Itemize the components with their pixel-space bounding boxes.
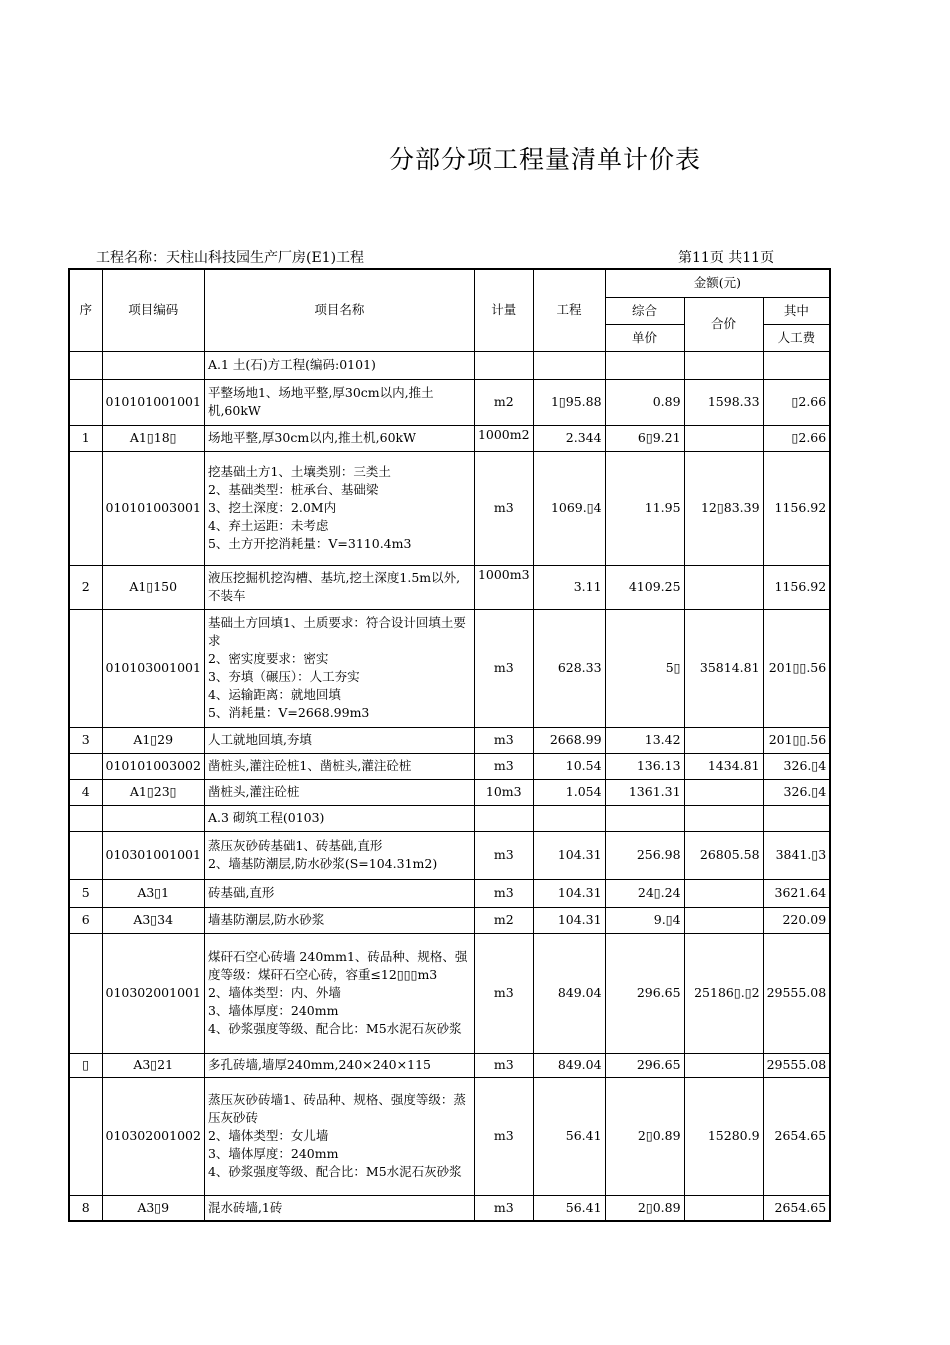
row-unit-price: 0.89 bbox=[605, 379, 684, 425]
row-seq: 5 bbox=[69, 879, 102, 907]
row-name: A.1 土(石)方工程(编码:0101) bbox=[204, 351, 474, 379]
page-title: 分部分项工程量清单计价表 bbox=[388, 145, 701, 174]
table-row bbox=[69, 879, 830, 907]
row-name: 基础土方回填1、土质要求：符合设计回填土要求 2、密实度要求：密实 3、夯填（碾压）：人工夯实 4、运输距离：就地回填 5、消耗量：V=2668.99m3 bbox=[204, 609, 474, 727]
row-unit-price: 4109.25 bbox=[605, 565, 684, 609]
row-total: 15280.9 bbox=[684, 1077, 763, 1195]
header-labor-bottom: 人工费 bbox=[763, 324, 830, 351]
row-quantity: 104.31 bbox=[533, 907, 605, 933]
row-name: 蒸压灰砂砖基础1、砖基础,直形 2、墙基防潮层,防水砂浆(S=104.31m2) bbox=[204, 831, 474, 879]
row-total: 26805.58 bbox=[684, 831, 763, 879]
row-seq: 3 bbox=[69, 727, 102, 753]
row-total bbox=[684, 879, 763, 907]
row-code: 010101003001 bbox=[102, 451, 204, 565]
row-unit: m2 bbox=[474, 907, 533, 933]
row-total bbox=[684, 1053, 763, 1077]
bill-of-quantities-table bbox=[68, 268, 831, 1222]
row-total: 12▯83.39 bbox=[684, 451, 763, 565]
row-quantity: 104.31 bbox=[533, 831, 605, 879]
row-labor: 326.▯4 bbox=[763, 753, 830, 779]
row-quantity: 628.33 bbox=[533, 609, 605, 727]
row-unit: m3 bbox=[474, 933, 533, 1053]
row-unit-price: 13.42 bbox=[605, 727, 684, 753]
row-unit-price: 5▯ bbox=[605, 609, 684, 727]
row-quantity: 2668.99 bbox=[533, 727, 605, 753]
header-unit-price-top: 综合 bbox=[605, 297, 684, 324]
header-amount: 金额(元) bbox=[605, 269, 830, 297]
table-row bbox=[69, 805, 830, 831]
row-seq bbox=[69, 451, 102, 565]
row-unit: m3 bbox=[474, 1195, 533, 1221]
table-row bbox=[69, 1195, 830, 1221]
row-seq bbox=[69, 609, 102, 727]
table-row bbox=[69, 933, 830, 1053]
table-row bbox=[69, 609, 830, 727]
row-code: A1▯18▯ bbox=[102, 425, 204, 451]
row-total bbox=[684, 565, 763, 609]
row-unit-price: 1361.31 bbox=[605, 779, 684, 805]
row-labor: 29555.08 bbox=[763, 1053, 830, 1077]
row-total: 1598.33 bbox=[684, 379, 763, 425]
row-code: 010302001001 bbox=[102, 933, 204, 1053]
table-row bbox=[69, 451, 830, 565]
row-unit: m3 bbox=[474, 1077, 533, 1195]
row-unit: 1000m3 bbox=[474, 565, 533, 609]
row-code: 010101001001 bbox=[102, 379, 204, 425]
row-quantity bbox=[533, 805, 605, 831]
row-name: 挖基础土方1、土壤类别：三类土 2、基础类型：桩承台、基础梁 3、挖土深度：2.0M内 4、弃土运距：未考虑 5、土方开挖消耗量：V=3110.4m3 bbox=[204, 451, 474, 565]
row-labor: ▯2.66 bbox=[763, 379, 830, 425]
row-name: 人工就地回填,夯填 bbox=[204, 727, 474, 753]
row-seq bbox=[69, 753, 102, 779]
row-total bbox=[684, 805, 763, 831]
header-labor-top: 其中 bbox=[763, 297, 830, 324]
row-unit: m3 bbox=[474, 879, 533, 907]
row-seq bbox=[69, 379, 102, 425]
row-name: 凿桩头,灌注砼桩1、凿桩头,灌注砼桩 bbox=[204, 753, 474, 779]
row-unit-price: 11.95 bbox=[605, 451, 684, 565]
table-row bbox=[69, 425, 830, 451]
row-unit: m2 bbox=[474, 379, 533, 425]
row-name: 蒸压灰砂砖墙1、砖品种、规格、强度等级：蒸压灰砂砖 2、墙体类型：女儿墙 3、墙体厚度：240mm 4、砂浆强度等级、配合比：M5水泥石灰砂浆 bbox=[204, 1077, 474, 1195]
row-labor: 3621.64 bbox=[763, 879, 830, 907]
header-code: 项目编码 bbox=[102, 269, 204, 351]
row-unit: m3 bbox=[474, 831, 533, 879]
row-labor: 2654.65 bbox=[763, 1195, 830, 1221]
row-labor: 29555.08 bbox=[763, 933, 830, 1053]
table-row bbox=[69, 1077, 830, 1195]
row-unit-price: 24▯.24 bbox=[605, 879, 684, 907]
row-code: A1▯150 bbox=[102, 565, 204, 609]
row-unit: m3 bbox=[474, 609, 533, 727]
row-total bbox=[684, 907, 763, 933]
row-unit-price: 296.65 bbox=[605, 933, 684, 1053]
row-name: 混水砖墙,1砖 bbox=[204, 1195, 474, 1221]
row-total: 1434.81 bbox=[684, 753, 763, 779]
row-code: 010302001002 bbox=[102, 1077, 204, 1195]
row-code: A3▯1 bbox=[102, 879, 204, 907]
row-code: A3▯34 bbox=[102, 907, 204, 933]
row-unit bbox=[474, 351, 533, 379]
row-name: 场地平整,厚30cm以内,推土机,60kW bbox=[204, 425, 474, 451]
page-number: 第11页 共11页 bbox=[678, 250, 775, 266]
row-total bbox=[684, 1195, 763, 1221]
row-code bbox=[102, 805, 204, 831]
row-quantity: 3.11 bbox=[533, 565, 605, 609]
header-seq: 序 bbox=[69, 269, 102, 351]
table-row bbox=[69, 831, 830, 879]
row-name: 凿桩头,灌注砼桩 bbox=[204, 779, 474, 805]
row-name: 煤矸石空心砖墙 240mm1、砖品种、规格、强度等级：煤矸石空心砖，容重≤12▯▯▯m3 2、墙体类型：内、外墙 3、墙体厚度：240mm 4、砂浆强度等级、配合比：M5水泥石灰砂浆 bbox=[204, 933, 474, 1053]
row-labor: 326.▯4 bbox=[763, 779, 830, 805]
row-quantity: 56.41 bbox=[533, 1077, 605, 1195]
row-quantity: 10.54 bbox=[533, 753, 605, 779]
header-name: 项目名称 bbox=[204, 269, 474, 351]
row-quantity bbox=[533, 351, 605, 379]
row-labor: ▯2.66 bbox=[763, 425, 830, 451]
row-unit-price: 6▯9.21 bbox=[605, 425, 684, 451]
table-row bbox=[69, 1053, 830, 1077]
row-labor: 2654.65 bbox=[763, 1077, 830, 1195]
row-unit-price bbox=[605, 805, 684, 831]
row-total bbox=[684, 779, 763, 805]
row-code: 010101003002 bbox=[102, 753, 204, 779]
row-name: 平整场地1、场地平整,厚30cm以内,推土机,60kW bbox=[204, 379, 474, 425]
row-seq: 4 bbox=[69, 779, 102, 805]
row-total bbox=[684, 351, 763, 379]
row-name: 墙基防潮层,防水砂浆 bbox=[204, 907, 474, 933]
row-unit-price: 9.▯4 bbox=[605, 907, 684, 933]
row-quantity: 849.04 bbox=[533, 933, 605, 1053]
header-unit-price-bottom: 单价 bbox=[605, 324, 684, 351]
table-row bbox=[69, 727, 830, 753]
row-code: A1▯23▯ bbox=[102, 779, 204, 805]
header-qty: 工程 bbox=[533, 269, 605, 351]
row-quantity: 1069.▯4 bbox=[533, 451, 605, 565]
row-name: 砖基础,直形 bbox=[204, 879, 474, 907]
row-name: 多孔砖墙,墙厚240mm,240×240×115 bbox=[204, 1053, 474, 1077]
row-seq bbox=[69, 933, 102, 1053]
header-total: 合价 bbox=[684, 297, 763, 351]
table-row bbox=[69, 379, 830, 425]
row-seq: 6 bbox=[69, 907, 102, 933]
row-code: A3▯9 bbox=[102, 1195, 204, 1221]
row-labor: 1156.92 bbox=[763, 565, 830, 609]
row-labor: 3841.▯3 bbox=[763, 831, 830, 879]
row-name: A.3 砌筑工程(0103) bbox=[204, 805, 474, 831]
row-seq bbox=[69, 805, 102, 831]
row-total: 35814.81 bbox=[684, 609, 763, 727]
row-unit-price: 256.98 bbox=[605, 831, 684, 879]
row-seq bbox=[69, 831, 102, 879]
row-code bbox=[102, 351, 204, 379]
table-row bbox=[69, 753, 830, 779]
row-code: 010103001001 bbox=[102, 609, 204, 727]
row-quantity: 1▯95.88 bbox=[533, 379, 605, 425]
row-unit: m3 bbox=[474, 727, 533, 753]
row-unit-price: 136.13 bbox=[605, 753, 684, 779]
table-row bbox=[69, 779, 830, 805]
row-quantity: 1.054 bbox=[533, 779, 605, 805]
table-row bbox=[69, 565, 830, 609]
table-row bbox=[69, 907, 830, 933]
row-seq: ▯ bbox=[69, 1053, 102, 1077]
row-unit bbox=[474, 805, 533, 831]
row-seq: 8 bbox=[69, 1195, 102, 1221]
row-seq: 2 bbox=[69, 565, 102, 609]
row-quantity: 56.41 bbox=[533, 1195, 605, 1221]
row-unit: m3 bbox=[474, 753, 533, 779]
row-quantity: 2.344 bbox=[533, 425, 605, 451]
row-unit-price bbox=[605, 351, 684, 379]
row-seq bbox=[69, 1077, 102, 1195]
row-code: 010301001001 bbox=[102, 831, 204, 879]
row-total bbox=[684, 425, 763, 451]
row-labor: 220.09 bbox=[763, 907, 830, 933]
row-quantity: 849.04 bbox=[533, 1053, 605, 1077]
header-unit: 计量 bbox=[474, 269, 533, 351]
row-labor bbox=[763, 351, 830, 379]
row-unit-price: 2▯0.89 bbox=[605, 1077, 684, 1195]
project-name: 工程名称：天柱山科技园生产厂房(E1)工程 bbox=[96, 250, 365, 266]
row-labor: 1156.92 bbox=[763, 451, 830, 565]
row-code: A3▯21 bbox=[102, 1053, 204, 1077]
row-total bbox=[684, 727, 763, 753]
row-seq: 1 bbox=[69, 425, 102, 451]
row-labor: 201▯▯.56 bbox=[763, 727, 830, 753]
row-unit-price: 296.65 bbox=[605, 1053, 684, 1077]
row-unit: m3 bbox=[474, 1053, 533, 1077]
row-labor: 201▯▯.56 bbox=[763, 609, 830, 727]
row-code: A1▯29 bbox=[102, 727, 204, 753]
row-quantity: 104.31 bbox=[533, 879, 605, 907]
row-name: 液压挖掘机挖沟槽、基坑,挖土深度1.5m以外,不装车 bbox=[204, 565, 474, 609]
table-row bbox=[69, 351, 830, 379]
row-unit: 1000m2 bbox=[474, 425, 533, 451]
row-unit: m3 bbox=[474, 451, 533, 565]
row-unit: 10m3 bbox=[474, 779, 533, 805]
row-labor bbox=[763, 805, 830, 831]
row-unit-price: 2▯0.89 bbox=[605, 1195, 684, 1221]
row-seq bbox=[69, 351, 102, 379]
row-total: 25186▯.▯2 bbox=[684, 933, 763, 1053]
